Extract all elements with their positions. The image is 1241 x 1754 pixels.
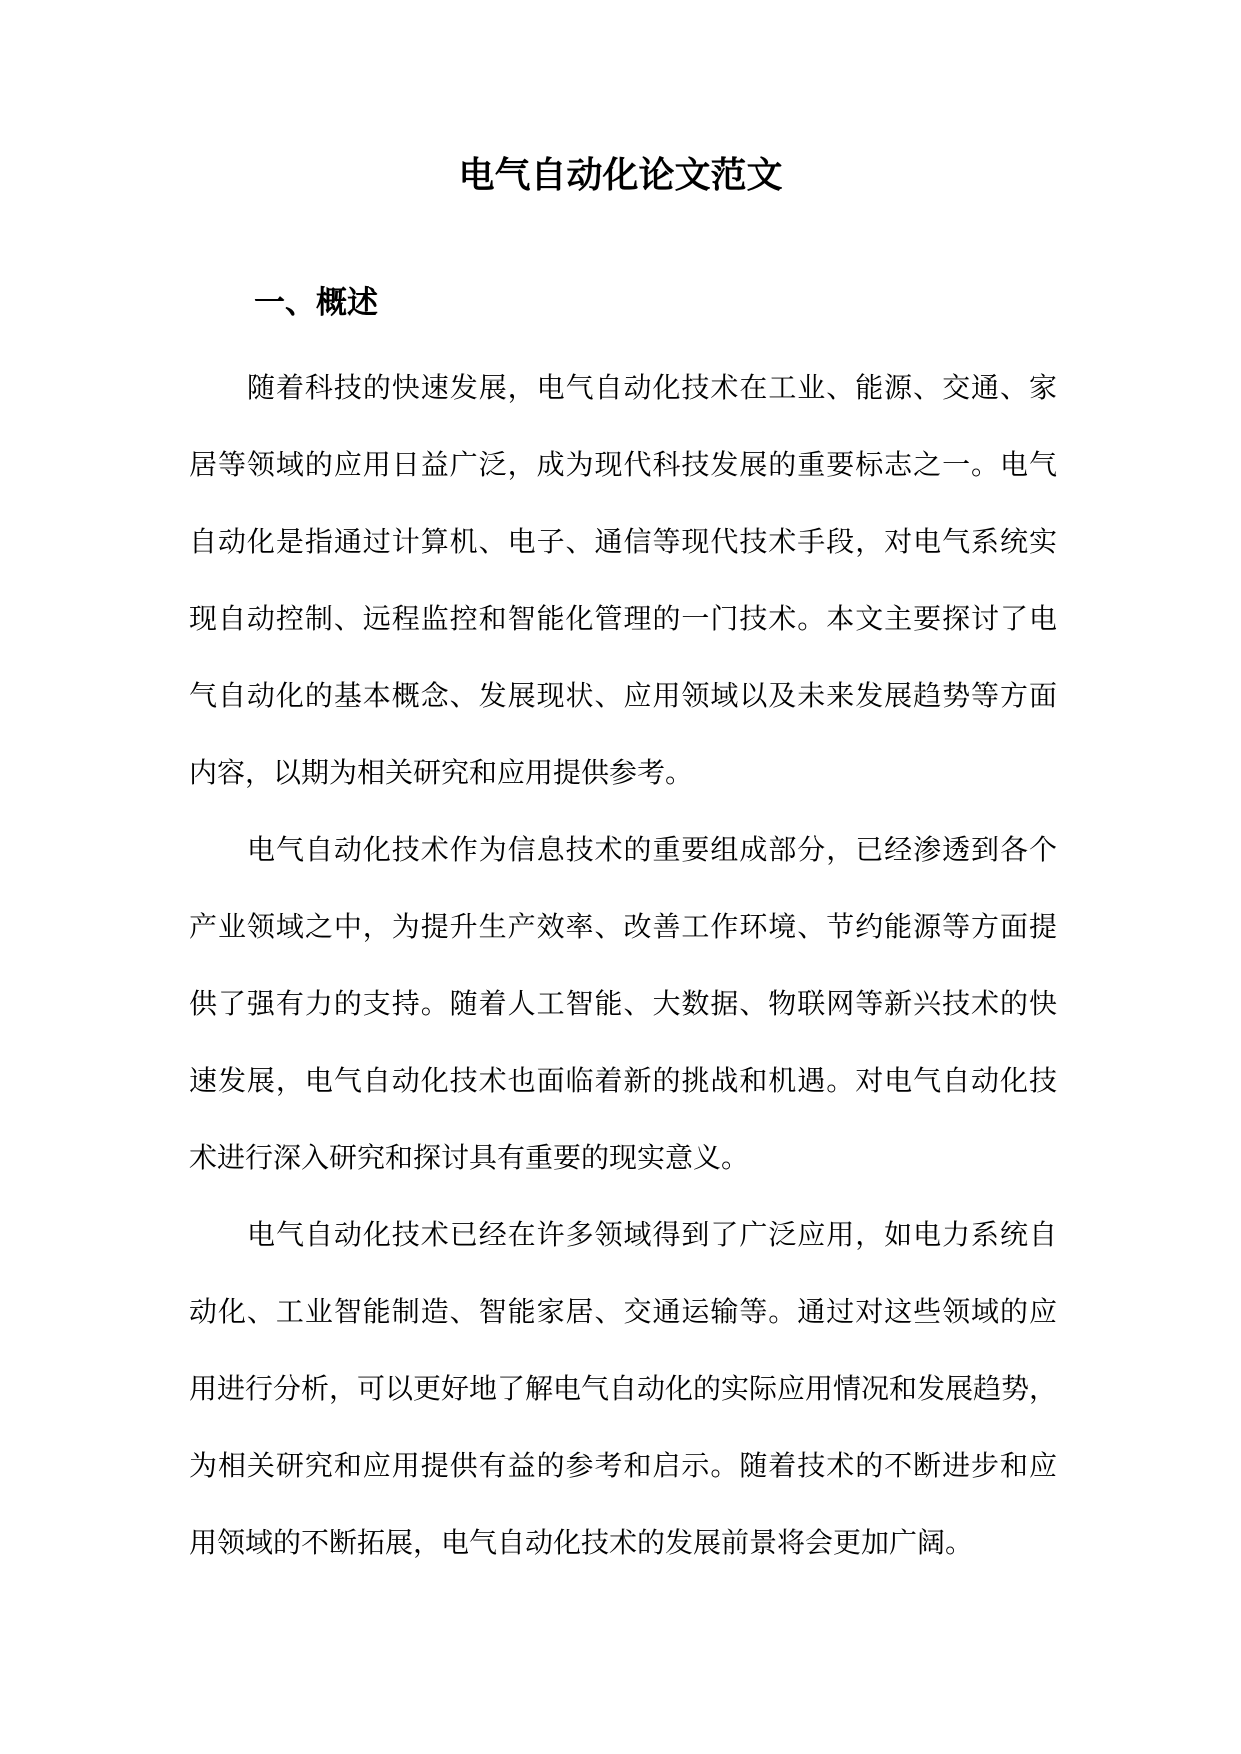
paragraph-line: 居等领域的应用日益广泛，成为现代科技发展的重要标志之一。电气 bbox=[189, 448, 1057, 481]
paragraph-line: 内容，以期为相关研究和应用提供参考。 bbox=[189, 756, 694, 789]
paragraph-line: 供了强有力的支持。随着人工智能、大数据、物联网等新兴技术的快 bbox=[189, 987, 1057, 1020]
paragraph-line: 随着科技的快速发展，电气自动化技术在工业、能源、交通、家 bbox=[247, 371, 1057, 404]
paragraph bbox=[189, 1210, 1057, 1595]
paragraph-line: 用领域的不断拓展，电气自动化技术的发展前景将会更加广阔。 bbox=[189, 1526, 974, 1559]
paragraph-line: 术进行深入研究和探讨具有重要的现实意义。 bbox=[189, 1141, 750, 1174]
document-title: 电气自动化论文范文 bbox=[458, 154, 783, 196]
paragraph-line: 自动化是指通过计算机、电子、通信等现代技术手段，对电气系统实 bbox=[189, 525, 1057, 558]
paragraph bbox=[189, 825, 1057, 1210]
paragraph-line: 气自动化的基本概念、发展现状、应用领域以及未来发展趋势等方面 bbox=[189, 679, 1057, 712]
section-heading: 一、概述 bbox=[254, 285, 378, 321]
paragraph-line: 动化、工业智能制造、智能家居、交通运输等。通过对这些领域的应 bbox=[189, 1295, 1057, 1328]
paragraph-line: 为相关研究和应用提供有益的参考和启示。随着技术的不断进步和应 bbox=[189, 1449, 1057, 1482]
paragraph-line: 用进行分析，可以更好地了解电气自动化的实际应用情况和发展趋势， bbox=[189, 1372, 1058, 1405]
paragraph-line: 电气自动化技术作为信息技术的重要组成部分，已经渗透到各个 bbox=[247, 833, 1057, 866]
document-body bbox=[189, 363, 1057, 1595]
paragraph-line: 产业领域之中，为提升生产效率、改善工作环境、节约能源等方面提 bbox=[189, 910, 1057, 943]
paragraph bbox=[189, 363, 1057, 825]
paragraph-line: 现自动控制、远程监控和智能化管理的一门技术。本文主要探讨了电 bbox=[189, 602, 1057, 635]
paragraph-line: 电气自动化技术已经在许多领域得到了广泛应用，如电力系统自 bbox=[247, 1218, 1057, 1251]
paragraph-line: 速发展，电气自动化技术也面临着新的挑战和机遇。对电气自动化技 bbox=[189, 1064, 1057, 1097]
